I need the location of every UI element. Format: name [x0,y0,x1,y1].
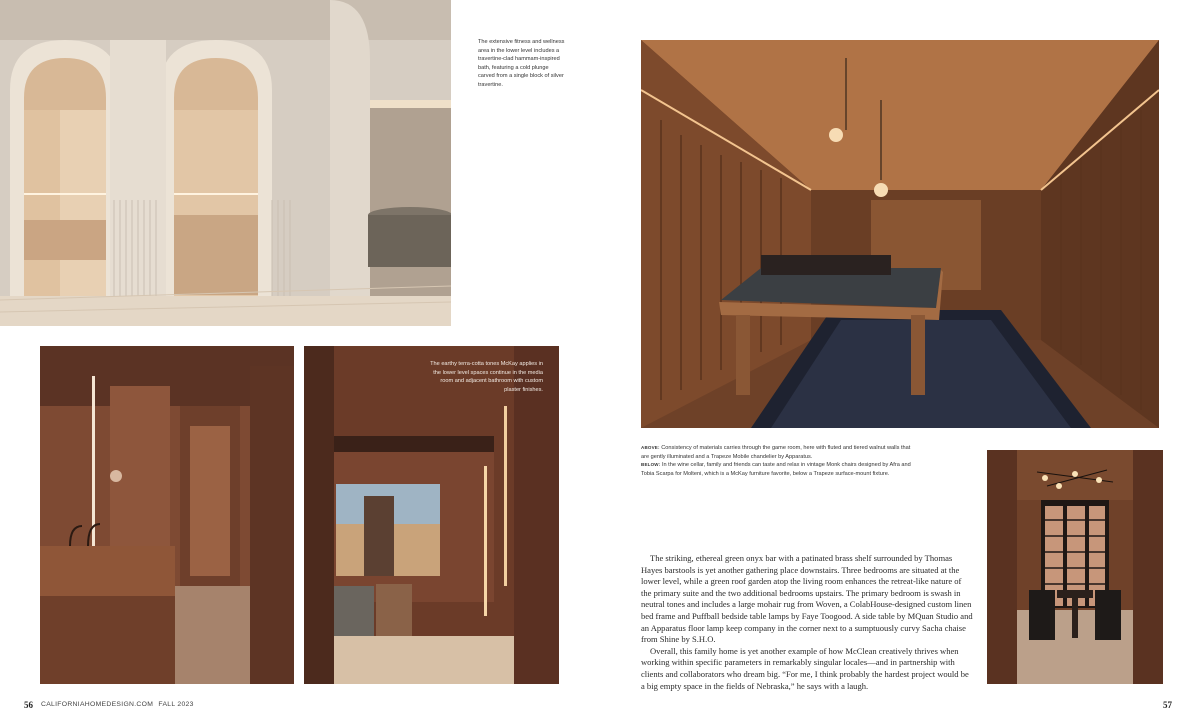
media-caption: The earthy terra-cotta tones McKay applies in the lower level spaces continue in the media room and adjacent bathroom with custom plaster finishes. [430,361,543,393]
article-body [641,553,973,692]
game-room-photo [641,40,1159,428]
above-caption [641,444,913,461]
left-page-number: 56 [24,700,33,710]
body-paragraph-2: Overall, this family home is yet another example of how McClean creatively thrives when working within specific parameters in remarkably singular locales—and in partnership with clients and collaborators who dream big. “For me, I think probably the hardest project would be a big empty space in the fields of Nebraska,” he says with a laugh. [641,645,969,691]
media-room-photo [304,346,559,684]
wine-cellar-illustration [987,450,1163,684]
game-room-illustration [641,40,1159,428]
footer-publication [41,701,194,708]
hammam-photo [0,0,451,326]
above-label: ABOVE: [641,445,660,450]
publication-name: CALIFORNIAHOMEDESIGN.COM [41,701,154,708]
hammam-caption: The extensive fitness and wellness area in the lower level includes a travertine-clad hammam-inspired bath, featuring a cold plunge carved from a single block of silver travertine. [478,39,565,88]
right-page-number: 57 [1163,700,1172,710]
below-text: In the wine cellar, family and friends can taste and relax in vintage Monk chairs designed by Afra and Tobia Scarpa for Molteni, which is a McKay furniture favorite, below a Trapeze surface-mount fixture. [641,462,911,477]
issue-name: FALL 2023 [158,701,194,708]
above-text: Consistency of materials carries through the game room, here with fluted and tiered walnut walls that are gently illuminated and a Trapeze Mobile chandelier by Apparatus. [641,445,911,460]
media-room-illustration [304,346,559,684]
hammam-illustration [0,0,451,326]
bathroom-illustration [40,346,294,684]
body-paragraph-1: The striking, ethereal green onyx bar with a patinated brass shelf surrounded by Thomas Hayes barstools is yet another gathering place downstairs. Three bedrooms are situated at the lower level, while a green roof garden atop the living room enhances the retreat-like nature of the primary suite and the two additional bedrooms upstairs. The primary bedroom is swash in neutral tones and includes a large mohair rug from Woven, a ColabHouse-designed custom linen bed frame and Puffball bedside table lamps by Faye Toogood. A side table by MQuan Studio and an Apparatus floor lamp keep company in the corner next to a sumptuously curvy Sacha chaise from Shine by S.H.O. [641,553,973,645]
below-label: BELOW: [641,462,661,467]
wine-cellar-photo [987,450,1163,684]
below-caption [641,461,913,478]
bathroom-photo [40,346,294,684]
